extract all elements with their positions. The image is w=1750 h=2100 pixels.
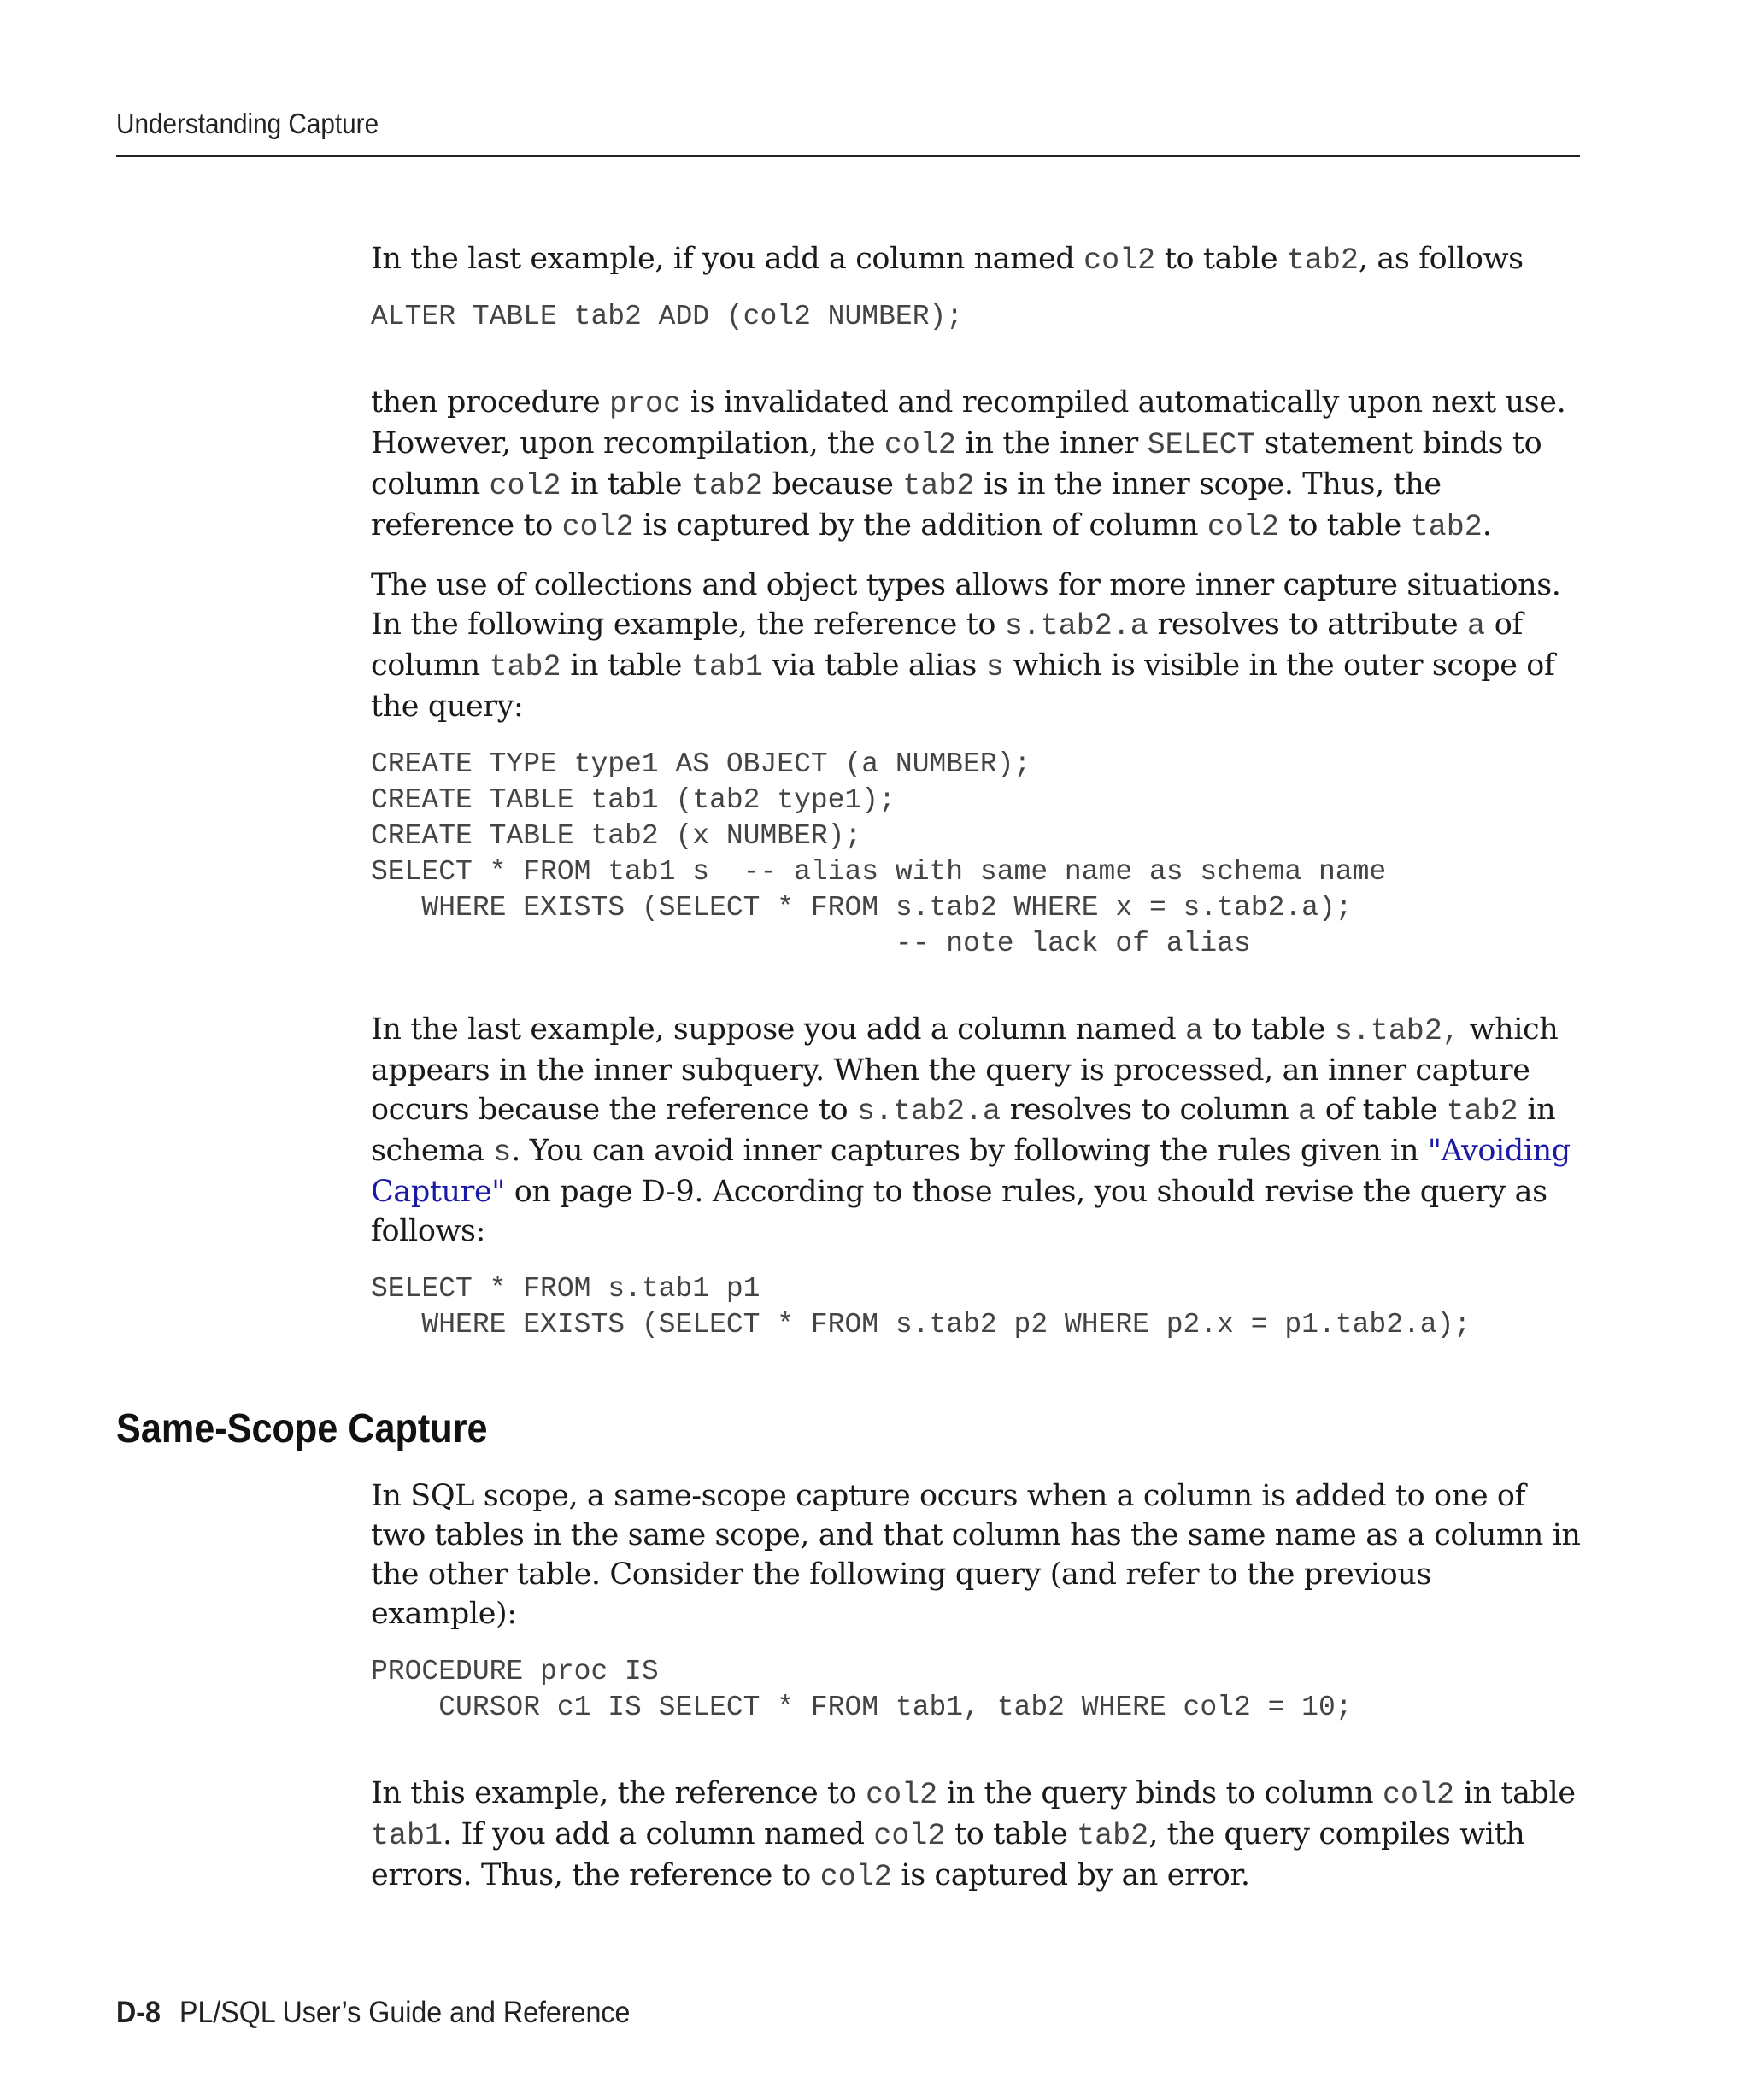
code-example-procedure: PROCEDURE proc IS CURSOR c1 IS SELECT * FROM tab1, tab2 WHERE col2 = 10; xyxy=(371,1656,1353,1723)
code-example-alter-table: ALTER TABLE tab2 ADD (col2 NUMBER); xyxy=(371,301,964,332)
book-title: PL/SQL User’s Guide and Reference xyxy=(179,1996,631,2029)
header-rule xyxy=(116,155,1580,157)
code-example-create-type: CREATE TYPE type1 AS OBJECT (a NUMBER); CREATE TABLE tab1 (tab2 type1); CREATE TABLE tab2 (x NUMBER); SELECT * FROM tab1 s -- alias with same name as schema name WHERE EXISTS (SELECT * FROM s.tab2 WHERE x = s.tab2.a); -- note lack of alias xyxy=(371,748,1387,959)
page-number: D-8 xyxy=(116,1996,161,2029)
paragraph: The use of collections and object types allows for more inner capture situations. In the following example, the reference to s.tab2.a resolves to attribute a of column tab2 in table tab1 via table alias s which is visible in the outer scope of the query: xyxy=(371,568,1561,724)
paragraph: In SQL scope, a same-scope capture occurs when a column is added to one of two tables in the same scope, and that column has the same name as a column in the other table. Consider the following query (and refer to the previous example): xyxy=(371,1479,1581,1631)
avoiding-capture-link[interactable]: "Avoiding Capture" xyxy=(371,1134,1571,1209)
code-example-revised-query: SELECT * FROM s.tab1 p1 WHERE EXISTS (SELECT * FROM s.tab2 p2 WHERE p2.x = p1.tab2.a); xyxy=(371,1273,1471,1340)
paragraph: then procedure proc is invalidated and recompiled automatically upon next use. However, upon recompilation, the col2 in the inner SELECT statement binds to column col2 in table tab2 because tab2 is in the inner scope. Thus, the reference to col2 is captured by the addition of column col2 to table tab2. xyxy=(371,385,1566,544)
page-content xyxy=(116,239,1584,1915)
paragraph: In the last example, suppose you add a column named a to table s.tab2, which appears in the inner subquery. When the query is processed, an inner capture occurs because the reference to s.tab2.a resolves to column a of table tab2 in schema s. You can avoid inner captures by following the rules given in "Avoiding Capture" on page D-9. According to those rules, you should revise the query as follows: xyxy=(371,1012,1571,1248)
section-heading: Same-Scope Capture xyxy=(116,1406,488,1452)
running-header: Understanding Capture xyxy=(116,108,379,139)
paragraph: In this example, the reference to col2 in the query binds to column col2 in table tab1. If you add a column named col2 to table tab2, the query compiles with errors. Thus, the reference to col2 is captured by an error. xyxy=(371,1776,1576,1894)
page-footer xyxy=(116,1996,630,2030)
paragraph: In the last example, if you add a column named col2 to table tab2, as follows xyxy=(371,242,1524,278)
